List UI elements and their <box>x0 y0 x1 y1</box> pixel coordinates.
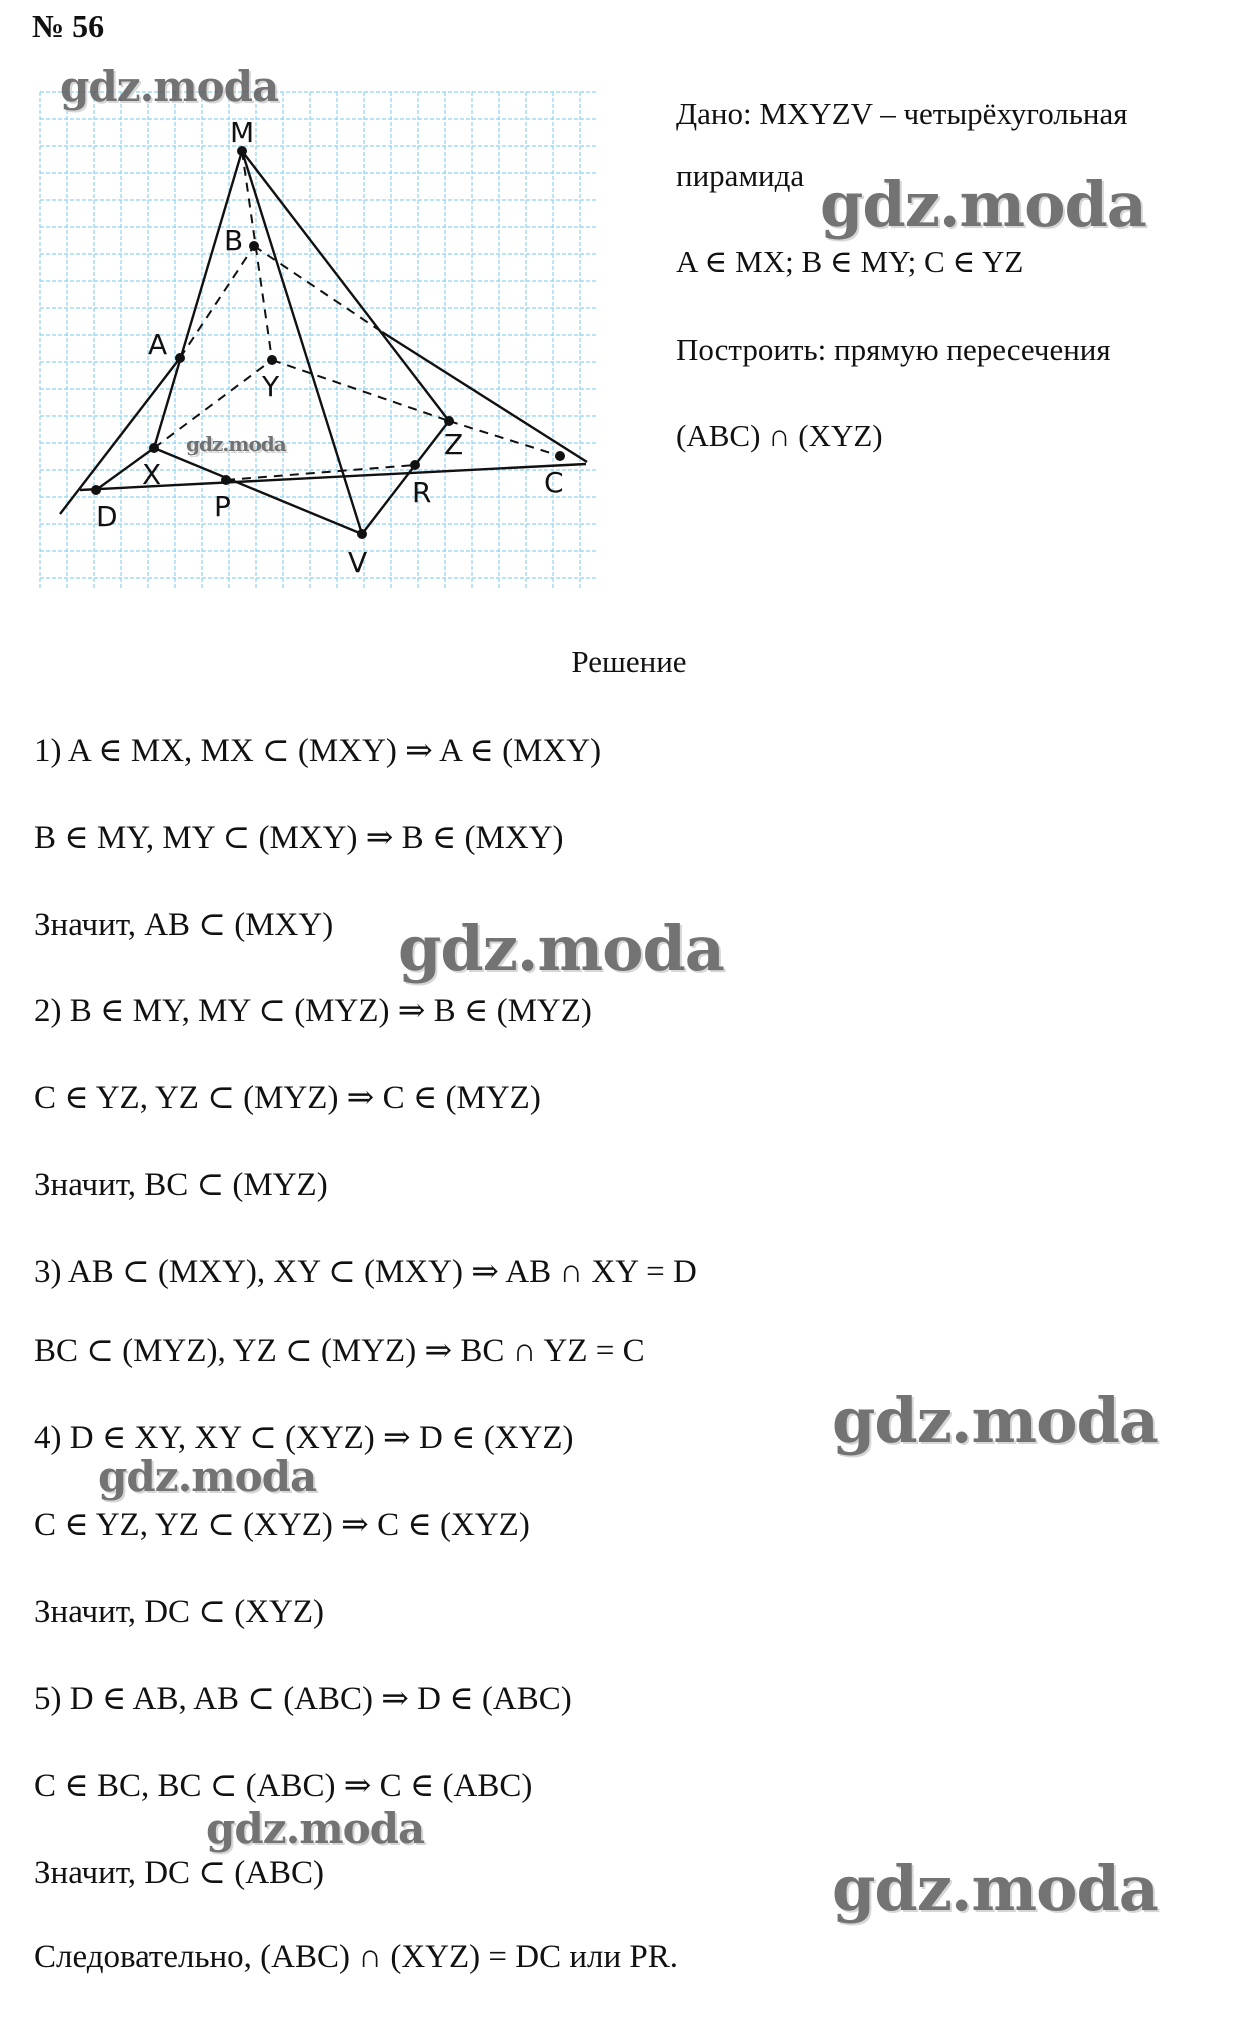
point-P <box>221 475 231 485</box>
watermark: gdz.moda <box>832 1852 1158 1925</box>
edge-XV <box>154 448 362 534</box>
watermark: gdz.moda <box>60 62 279 111</box>
point-Z <box>444 416 454 426</box>
solution-line: C ∈ YZ, YZ ⊂ (MYZ) ⇒ C ∈ (MYZ) <box>34 1080 541 1116</box>
label-Y: Y <box>262 370 280 403</box>
point-R <box>410 460 420 470</box>
label-R: R <box>412 476 432 509</box>
watermark: gdz.moda <box>398 912 724 985</box>
label-Z: Z <box>444 428 464 461</box>
label-V: V <box>348 546 368 579</box>
given-line-5: (ABC) ∩ (XYZ) <box>676 418 883 453</box>
watermark: gdz.moda <box>820 168 1146 241</box>
label-A: A <box>148 328 168 361</box>
given-line-4: Построить: прямую пересечения <box>676 332 1111 367</box>
watermark: gdz.moda <box>832 1384 1158 1457</box>
line-ZC-hidden <box>449 421 560 456</box>
watermark: gdz.moda <box>186 432 286 456</box>
point-X <box>149 443 159 453</box>
line-AB-hidden <box>180 246 254 358</box>
point-C <box>555 451 565 461</box>
solution-line: 4) D ∈ XY, XY ⊂ (XYZ) ⇒ D ∈ (XYZ) <box>34 1420 574 1456</box>
solution-line: C ∈ YZ, YZ ⊂ (XYZ) ⇒ C ∈ (XYZ) <box>34 1507 530 1543</box>
solution-line: 5) D ∈ AB, AB ⊂ (ABC) ⇒ D ∈ (ABC) <box>34 1681 572 1717</box>
point-A <box>175 353 185 363</box>
label-B: B <box>224 224 244 257</box>
label-P: P <box>214 490 231 523</box>
line-AB-extended <box>60 358 180 514</box>
point-B <box>249 241 259 251</box>
point-V <box>357 529 367 539</box>
solution-line: 1) A ∈ MX, MX ⊂ (MXY) ⇒ A ∈ (MXY) <box>34 733 602 769</box>
solution-line: Значит, AB ⊂ (MXY) <box>34 907 334 943</box>
edge-VZ <box>362 421 449 534</box>
solution-line: Значит, DC ⊂ (XYZ) <box>34 1594 325 1630</box>
label-D: D <box>96 500 118 533</box>
solution-line: Значит, DC ⊂ (ABC) <box>34 1855 325 1891</box>
given-line-1: Дано: MXYZV – четырёхугольная <box>676 96 1128 131</box>
given-line-3: A ∈ MX; B ∈ MY; C ∈ YZ <box>676 244 1024 279</box>
label-C: C <box>544 466 564 499</box>
label-M: M <box>230 116 255 149</box>
solution-line: C ∈ BC, BC ⊂ (ABC) ⇒ C ∈ (ABC) <box>34 1768 533 1804</box>
solution-line: Следовательно, (ABC) ∩ (XYZ) = DC или PR. <box>34 1939 678 1975</box>
point-Y <box>267 355 277 365</box>
solution-line: B ∈ MY, MY ⊂ (MXY) ⇒ B ∈ (MXY) <box>34 820 564 856</box>
watermark: gdz.moda <box>206 1804 425 1853</box>
solution-line: 2) B ∈ MY, MY ⊂ (MYZ) ⇒ B ∈ (MYZ) <box>34 993 592 1029</box>
solution-heading: Решение <box>571 644 687 679</box>
pyramid-figure <box>0 70 640 610</box>
watermark: gdz.moda <box>98 1452 317 1501</box>
solution-line: BC ⊂ (MYZ), YZ ⊂ (MYZ) ⇒ BC ∩ YZ = C <box>34 1333 645 1369</box>
edge-YZ-hidden <box>272 360 449 421</box>
label-X: X <box>142 458 162 491</box>
solution-line: Значит, BC ⊂ (MYZ) <box>34 1167 328 1203</box>
problem-number: № 56 <box>32 8 105 44</box>
given-line-2: пирамида <box>676 158 805 193</box>
solution-line: 3) AB ⊂ (MXY), XY ⊂ (MXY) ⇒ AB ∩ XY = D <box>34 1254 697 1290</box>
point-D <box>91 485 101 495</box>
line-BC-hidden <box>254 246 382 332</box>
